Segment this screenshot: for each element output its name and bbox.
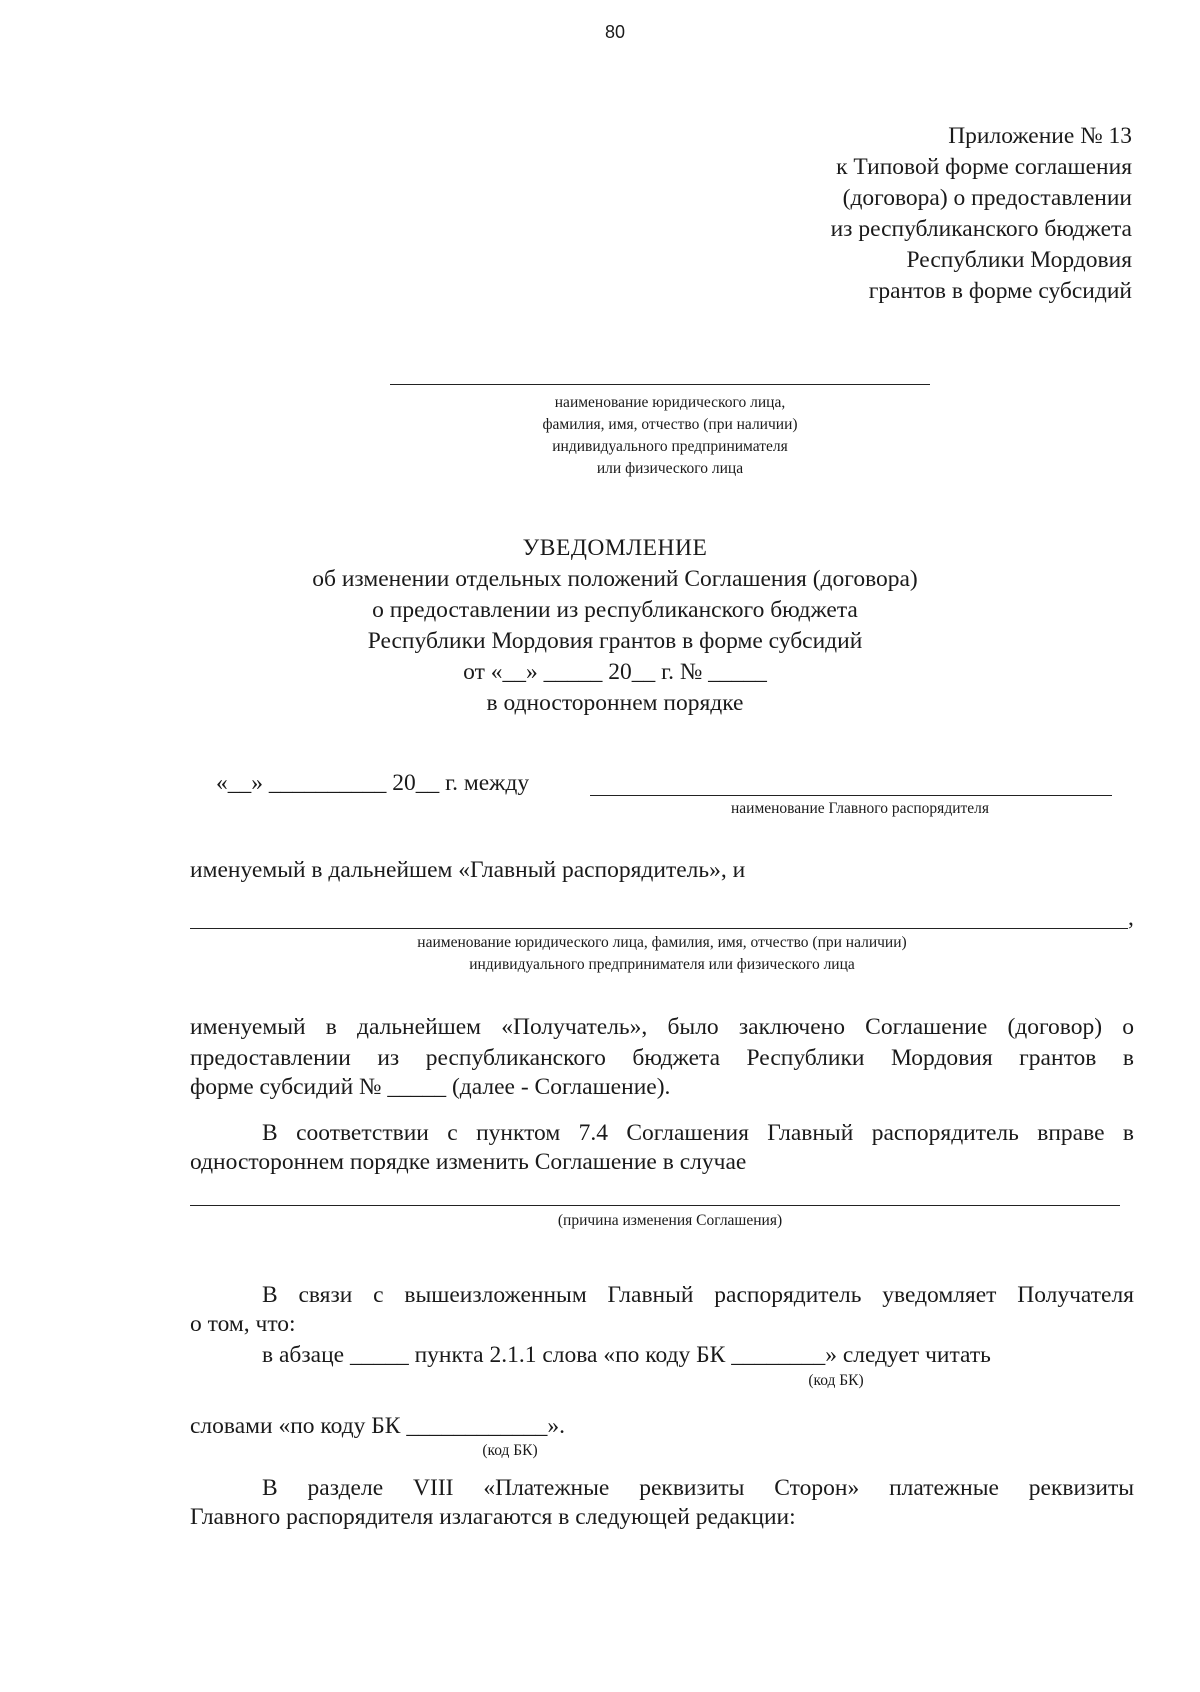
- appendix-line: к Типовой форме соглашения: [836, 154, 1132, 180]
- title-line: об изменении отдельных положений Соглашения (договора): [312, 566, 918, 592]
- notify-paragraph-line: о том, что:: [190, 1311, 296, 1337]
- appendix-block: [831, 121, 1132, 307]
- appendix-line: грантов в форме субсидий: [868, 278, 1132, 304]
- named-main-distributor: именуемый в дальнейшем «Главный распорядитель», и: [190, 857, 746, 883]
- caption-line: наименование юридического лица,: [554, 394, 786, 411]
- recipient-fill-line: [190, 928, 1128, 929]
- addressee-fill-line: [390, 384, 930, 385]
- kbk-line: в абзаце _____ пункта 2.1.1 слова «по коду БК ________» следует читать: [262, 1342, 991, 1368]
- addressee-caption: [440, 392, 900, 480]
- recipient-paragraph-line: именуемый в дальнейшем «Получатель», было заключено Соглашение (договор) о: [190, 1014, 1134, 1040]
- section-paragraph-line: Главного распорядителя излагаются в следующей редакции:: [190, 1504, 796, 1530]
- title-line: о предоставлении из республиканского бюджета: [372, 597, 858, 623]
- page-number: 80: [604, 22, 626, 42]
- main-distributor-fill-line: [590, 795, 1112, 796]
- reason-fill-line: [190, 1205, 1120, 1206]
- title-line: от «__» _____ 20__ г. № _____: [463, 659, 767, 685]
- caption-line: индивидуального предпринимателя или физического лица: [469, 956, 855, 973]
- main-distributor-caption: наименование Главного распорядителя: [730, 800, 990, 817]
- title-line: Республики Мордовия грантов в форме субсидий: [367, 628, 863, 654]
- notify-paragraph-line: В связи с вышеизложенным Главный распорядитель уведомляет Получателя: [262, 1282, 1134, 1308]
- kbk-caption: (код БК): [808, 1372, 864, 1389]
- recipient-comma: ,: [1128, 905, 1134, 931]
- appendix-line: Республики Мордовия: [906, 247, 1132, 273]
- recipient-caption: [190, 932, 1134, 976]
- title-heading: УВЕДОМЛЕНИЕ: [522, 535, 708, 561]
- section-paragraph-line: В разделе VIII «Платежные реквизиты Сторон» платежные реквизиты: [262, 1475, 1134, 1501]
- kbk-caption: (код БК): [482, 1442, 538, 1459]
- caption-line: индивидуального предпринимателя: [552, 438, 788, 455]
- appendix-line: Приложение № 13: [948, 123, 1132, 149]
- document-title: [0, 533, 1200, 719]
- recipient-paragraph-line: предоставлении из республиканского бюджета Республики Мордовия грантов в: [190, 1045, 1134, 1071]
- kbk-words-line: словами «по коду БК ____________».: [190, 1413, 565, 1439]
- reason-caption: (причина изменения Соглашения): [557, 1212, 783, 1229]
- title-line: в одностороннем порядке: [486, 690, 744, 716]
- caption-line: фамилия, имя, отчество (при наличии): [542, 416, 798, 433]
- appendix-line: (договора) о предоставлении: [842, 185, 1132, 211]
- caption-line: или физического лица: [596, 460, 744, 477]
- recipient-paragraph-line: форме субсидий № _____ (далее - Соглашение).: [190, 1074, 671, 1100]
- clause-paragraph-line: В соответствии с пунктом 7.4 Соглашения Главный распорядитель вправе в: [262, 1120, 1134, 1146]
- clause-paragraph-line: одностороннем порядке изменить Соглашение в случае: [190, 1149, 747, 1175]
- date-line: «__» __________ 20__ г. между: [216, 770, 530, 796]
- appendix-line: из республиканского бюджета: [830, 216, 1132, 242]
- caption-line: наименование юридического лица, фамилия, имя, отчество (при наличии): [417, 934, 907, 951]
